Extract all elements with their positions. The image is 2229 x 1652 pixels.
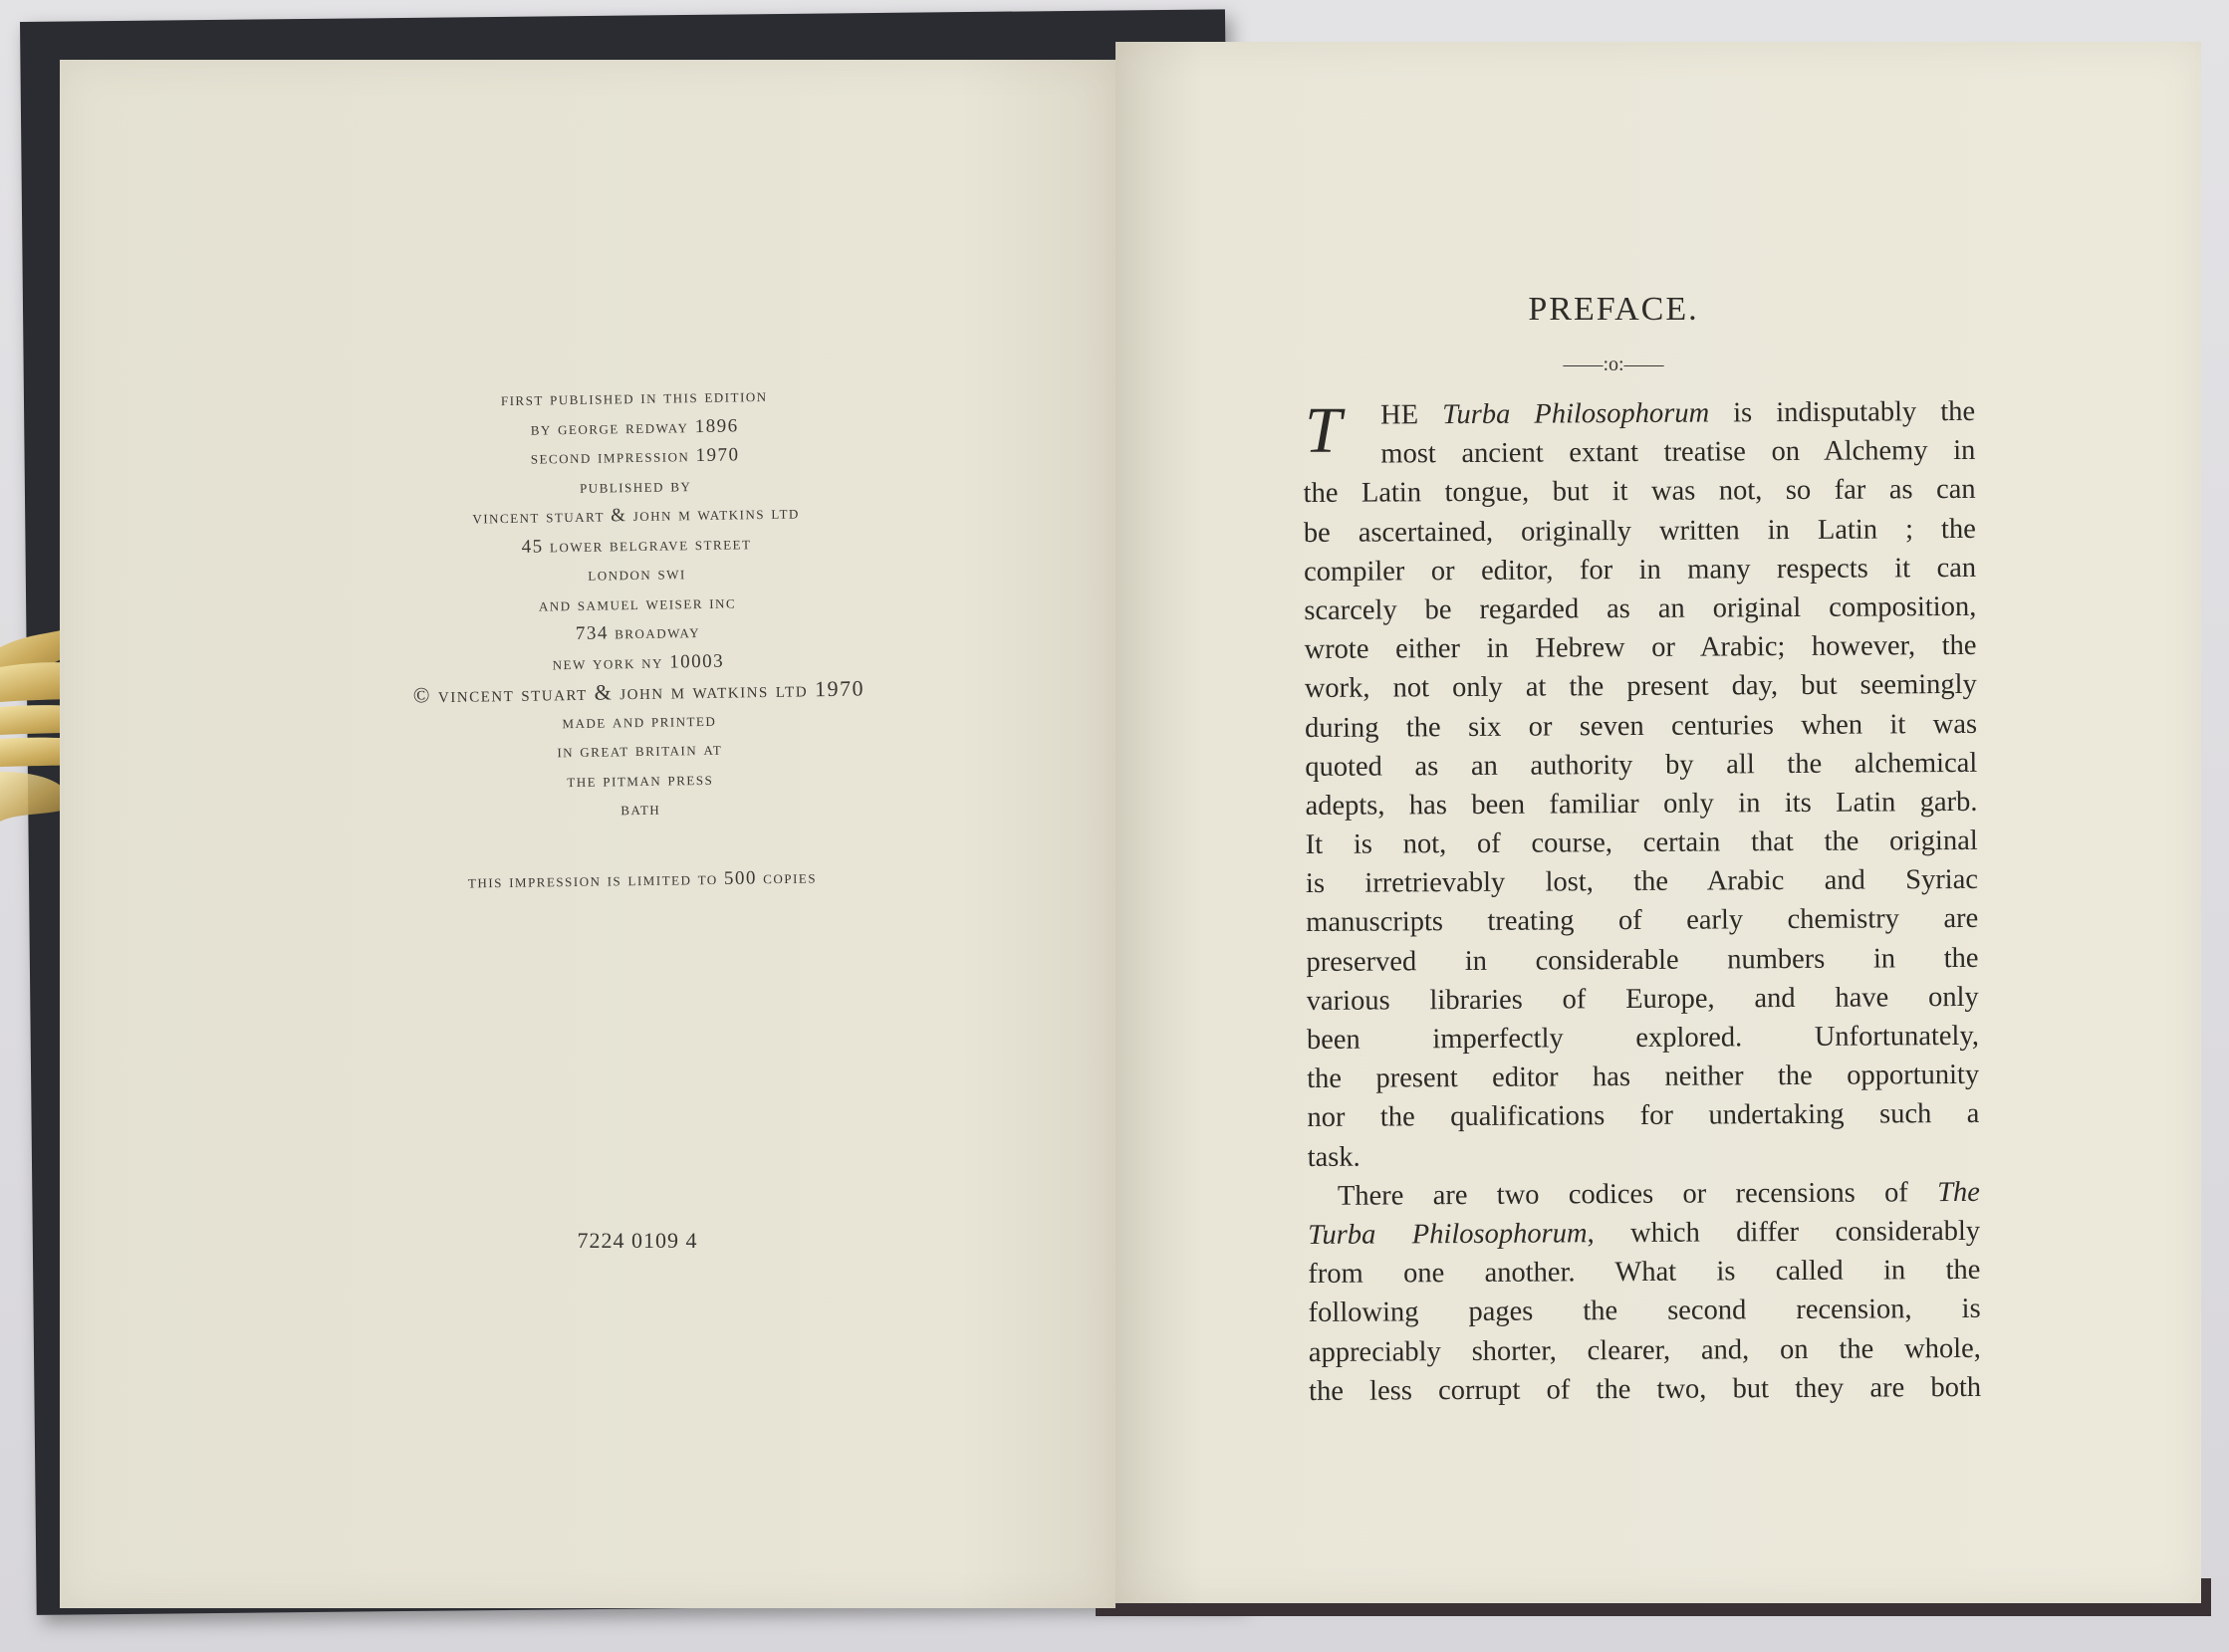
imprint-line: bath xyxy=(620,798,661,821)
imprint-line: made and printed xyxy=(562,709,717,733)
text-line: manuscripts treating of early chemistry are xyxy=(1306,903,1979,939)
text-line: quoted as an authority by all the alchemical xyxy=(1305,747,1978,783)
text-line: is irretrievably lost, the Arabic and Syriac xyxy=(1305,864,1979,900)
text-line: compiler or editor, for in many respects it can xyxy=(1303,552,1977,588)
text-line: most ancient extant treatise on Alchemy in xyxy=(1380,435,1976,470)
text-line: preserved in considerable numbers in the xyxy=(1306,942,1979,978)
text-line: work, not only at the present day, but seemingly xyxy=(1304,669,1977,705)
drop-cap: T xyxy=(1305,394,1342,467)
text-line: There are two codices or recensions of The xyxy=(1337,1176,1980,1212)
copyright-line: © vincent stuart & john m watkins ltd 1970 xyxy=(412,675,866,708)
imprint-line: the pitman press xyxy=(567,768,714,792)
text-line: following pages the second recension, is xyxy=(1308,1294,1981,1329)
limited-notice: this impression is limited to 500 copies xyxy=(467,866,818,893)
imprint-line: published by xyxy=(579,474,692,498)
preface-text xyxy=(1303,392,1981,1411)
imprint-line: in great britain at xyxy=(557,738,723,763)
text-line: the less corrupt of the two, but they are both xyxy=(1309,1371,1982,1407)
italic-title: Turba Philosophorum xyxy=(1442,397,1710,431)
text-line: nor the qualifications for undertaking such a xyxy=(1307,1098,1980,1134)
imprint-block xyxy=(336,378,940,828)
left-page xyxy=(60,60,1115,1608)
text-line: various libraries of Europe, and have only xyxy=(1306,981,1979,1017)
text-line: wrote either in Hebrew or Arabic; however, the xyxy=(1304,629,1977,666)
imprint-line: by george redway 1896 xyxy=(530,414,739,440)
text-line: It is not, of course, certain that the original xyxy=(1305,825,1978,861)
italic-title: The xyxy=(1937,1176,1980,1208)
text-line: be ascertained, originally written in Latin ; the xyxy=(1303,513,1976,549)
text-line: the Latin tongue, but it was not, so far as can xyxy=(1303,474,1976,510)
imprint-line: new york ny 10003 xyxy=(552,650,725,674)
text-line: been imperfectly explored. Unfortunately, xyxy=(1306,1020,1980,1056)
text-line: HE Turba Philosophorum is indisputably the xyxy=(1380,395,1976,431)
imprint-line: 45 lower belgrave street xyxy=(521,532,752,558)
text-line: scarcely be regarded as an original composition, xyxy=(1304,590,1977,626)
imprint-line: first published in this edition xyxy=(500,384,768,411)
imprint-line: london swi xyxy=(588,563,686,586)
imprint-line: second impression 1970 xyxy=(530,444,740,469)
title-ornament: ——:o:—— xyxy=(1563,354,1664,375)
text-line: from one another. What is called in the xyxy=(1308,1254,1981,1291)
imprint-line: vincent stuart & john m watkins ltd xyxy=(472,502,801,529)
imprint-line: 734 broadway xyxy=(575,621,701,644)
text-line: appreciably shorter, clearer, and, on the whole, xyxy=(1308,1332,1981,1368)
text-line: during the six or seven centuries when it was xyxy=(1304,708,1978,744)
text-line: Turba Philosophorum, which differ considerably xyxy=(1308,1215,1981,1251)
page-title: PREFACE. xyxy=(1528,291,1699,328)
isbn-number: 7224 0109 4 xyxy=(577,1228,698,1253)
imprint-line: and samuel weiser inc xyxy=(538,590,737,616)
text-line: adepts, has been familiar only in its Latin garb. xyxy=(1305,786,1978,822)
text-line: the present editor has neither the opportunity xyxy=(1307,1060,1980,1095)
italic-title: Turba Philosophorum xyxy=(1308,1218,1588,1251)
text-line: task. xyxy=(1307,1141,1361,1173)
